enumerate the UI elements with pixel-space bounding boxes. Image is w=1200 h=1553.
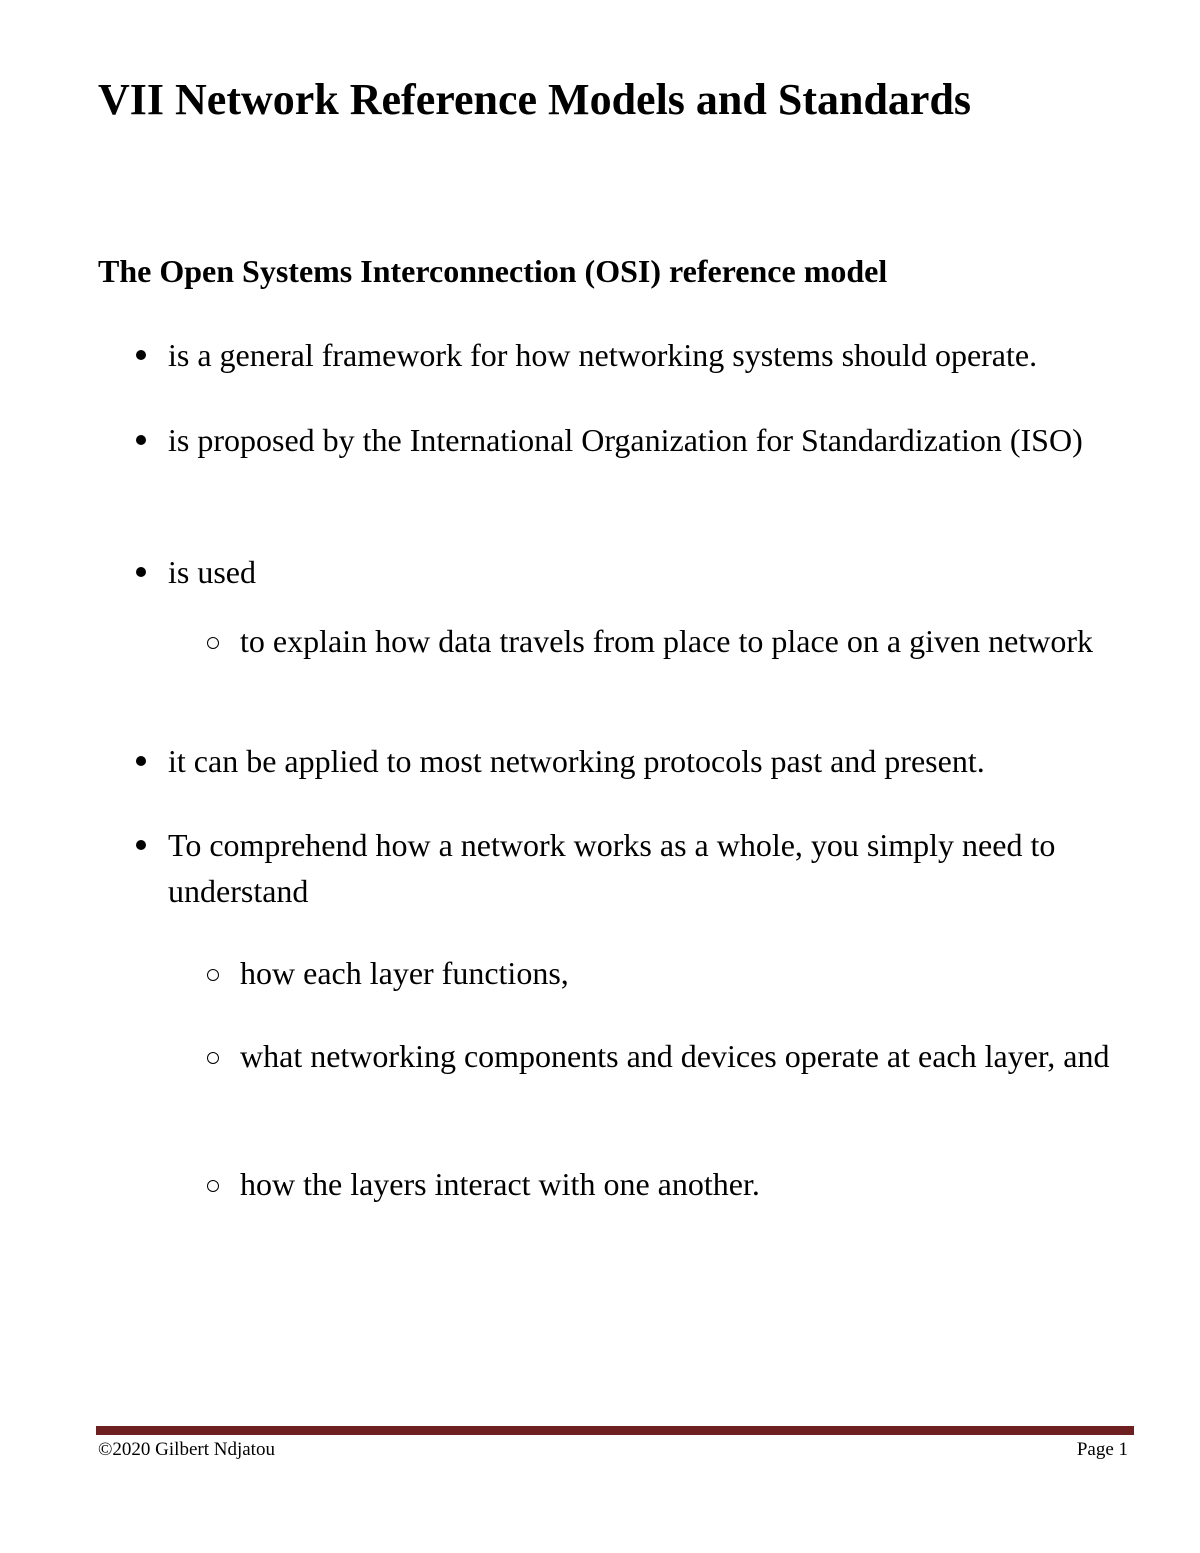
bullet-dot-icon bbox=[136, 567, 146, 577]
sub-list-item bbox=[240, 1033, 1120, 1079]
list-item bbox=[168, 822, 1138, 914]
sub-list-item bbox=[240, 1161, 1120, 1207]
page-title: VII Network Reference Models and Standards bbox=[98, 75, 972, 124]
section-heading: The Open Systems Interconnection (OSI) reference model bbox=[98, 253, 888, 289]
sub-list-item-text: how the layers interact with one another. bbox=[240, 1166, 760, 1202]
footer-rule bbox=[96, 1426, 1134, 1435]
list-item-text: it can be applied to most networking protocols past and present. bbox=[168, 743, 985, 779]
list-item-text: To comprehend how a network works as a whole, you simply need to understand bbox=[168, 827, 1056, 909]
sub-list-item-text: to explain how data travels from place to place on a given network bbox=[240, 623, 1094, 659]
list-item-text: is proposed by the International Organization for Standardization (ISO) bbox=[168, 422, 1083, 458]
hollow-circle-bullet-icon bbox=[207, 969, 219, 981]
bullet-dot-icon bbox=[136, 350, 146, 360]
list-item bbox=[168, 332, 1138, 378]
list-item bbox=[168, 417, 1138, 463]
sub-list-item bbox=[240, 618, 1120, 664]
bullet-dot-icon bbox=[136, 435, 146, 445]
sub-list-item-text: what networking components and devices operate at each layer, and bbox=[240, 1038, 1110, 1074]
list-item-text: is a general framework for how networking systems should operate. bbox=[168, 337, 1038, 373]
sub-list-item-text: how each layer functions, bbox=[240, 955, 569, 991]
footer-page-number: Page 1 bbox=[1076, 1439, 1128, 1460]
footer-copyright: ©2020 Gilbert Ndjatou bbox=[98, 1439, 275, 1460]
hollow-circle-bullet-icon bbox=[207, 1052, 219, 1064]
hollow-circle-bullet-icon bbox=[207, 637, 219, 649]
list-item-text: is used bbox=[168, 554, 256, 590]
sub-list-item bbox=[240, 950, 1120, 996]
hollow-circle-bullet-icon bbox=[207, 1180, 219, 1192]
list-item bbox=[168, 738, 1138, 784]
list-item bbox=[168, 549, 1138, 595]
bullet-dot-icon bbox=[136, 756, 146, 766]
bullet-dot-icon bbox=[136, 840, 146, 850]
